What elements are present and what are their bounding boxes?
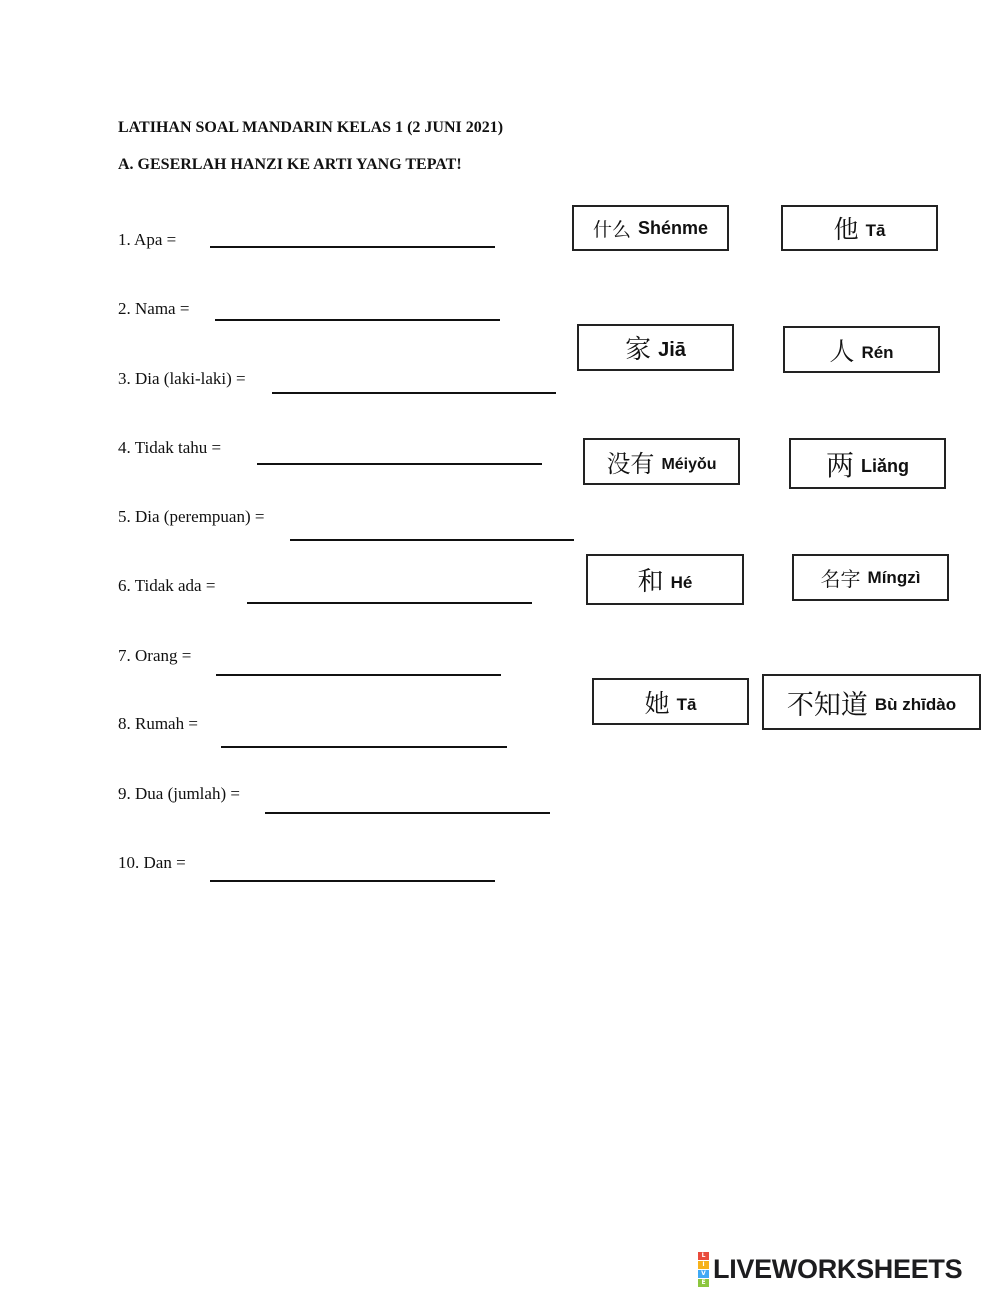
question-label: 5. Dia (perempuan) =	[118, 507, 265, 526]
card-hanzi: 什么	[592, 218, 631, 241]
card-hanzi: 名字	[820, 567, 861, 591]
card-pinyin: Méiyǒu	[661, 455, 717, 473]
card-mingzi[interactable]	[792, 554, 949, 601]
instruction-heading: A. GESERLAH HANZI KE ARTI YANG TEPAT!	[118, 156, 462, 173]
logo-block: V	[698, 1270, 709, 1278]
card-hanzi: 家	[625, 335, 652, 365]
answer-drop-zone[interactable]	[290, 539, 574, 541]
answer-drop-zone[interactable]	[210, 246, 495, 248]
card-hanzi: 不知道	[786, 689, 868, 721]
card-bu-zhidao[interactable]	[762, 674, 981, 730]
card-pinyin: Tā	[676, 694, 697, 714]
question-label: 9. Dua (jumlah) =	[118, 784, 240, 803]
card-pinyin: Tā	[865, 221, 886, 240]
answer-drop-zone[interactable]	[210, 880, 495, 882]
question-label: 7. Orang =	[118, 646, 192, 665]
logo-text: LIVEWORKSHEETS	[713, 1253, 963, 1284]
card-hanzi: 没有	[606, 450, 655, 478]
logo-block: L	[698, 1252, 709, 1260]
card-hanzi: 她	[644, 688, 670, 718]
answer-drop-zone[interactable]	[247, 602, 532, 604]
question-label: 6. Tidak ada =	[118, 576, 216, 595]
card-pinyin: Jiā	[658, 339, 686, 361]
card-shenme[interactable]	[572, 205, 729, 251]
question-label: 10. Dan =	[118, 853, 186, 872]
card-meiyou[interactable]	[583, 438, 740, 485]
answer-drop-zone[interactable]	[221, 746, 507, 748]
card-liang[interactable]	[789, 438, 946, 489]
answer-drop-zone[interactable]	[216, 674, 501, 676]
logo-block: I	[698, 1261, 709, 1269]
card-pinyin: Hé	[670, 572, 693, 592]
answer-drop-zone[interactable]	[257, 463, 542, 465]
card-he[interactable]	[586, 554, 744, 605]
card-pinyin: Míngzì	[867, 567, 921, 587]
question-label: 8. Rumah =	[118, 714, 198, 733]
question-label: 2. Nama =	[118, 299, 190, 318]
card-hanzi: 两	[825, 448, 854, 482]
card-hanzi: 他	[833, 215, 859, 244]
worksheet-title: LATIHAN SOAL MANDARIN KELAS 1 (2 JUNI 2021)	[118, 119, 504, 136]
liveworksheets-logo	[698, 1252, 962, 1286]
logo-icon	[698, 1251, 709, 1287]
card-pinyin: Shénme	[637, 217, 709, 238]
card-ta-male[interactable]	[781, 205, 938, 251]
card-pinyin: Bù zhīdào	[874, 695, 957, 714]
card-jia[interactable]	[577, 324, 734, 371]
card-ren[interactable]	[783, 326, 940, 373]
card-ta-female[interactable]	[592, 678, 749, 725]
logo-block: E	[698, 1279, 709, 1287]
card-hanzi: 和	[637, 567, 664, 597]
answer-drop-zone[interactable]	[272, 392, 556, 394]
question-label: 1. Apa =	[118, 230, 177, 249]
answer-drop-zone[interactable]	[215, 319, 500, 321]
card-pinyin: Liǎng	[861, 456, 909, 476]
answer-drop-zone[interactable]	[265, 812, 550, 814]
question-label: 3. Dia (laki-laki) =	[118, 369, 246, 388]
card-pinyin: Rén	[861, 342, 894, 362]
question-label: 4. Tidak tahu =	[118, 438, 222, 457]
card-hanzi: 人	[829, 336, 855, 366]
